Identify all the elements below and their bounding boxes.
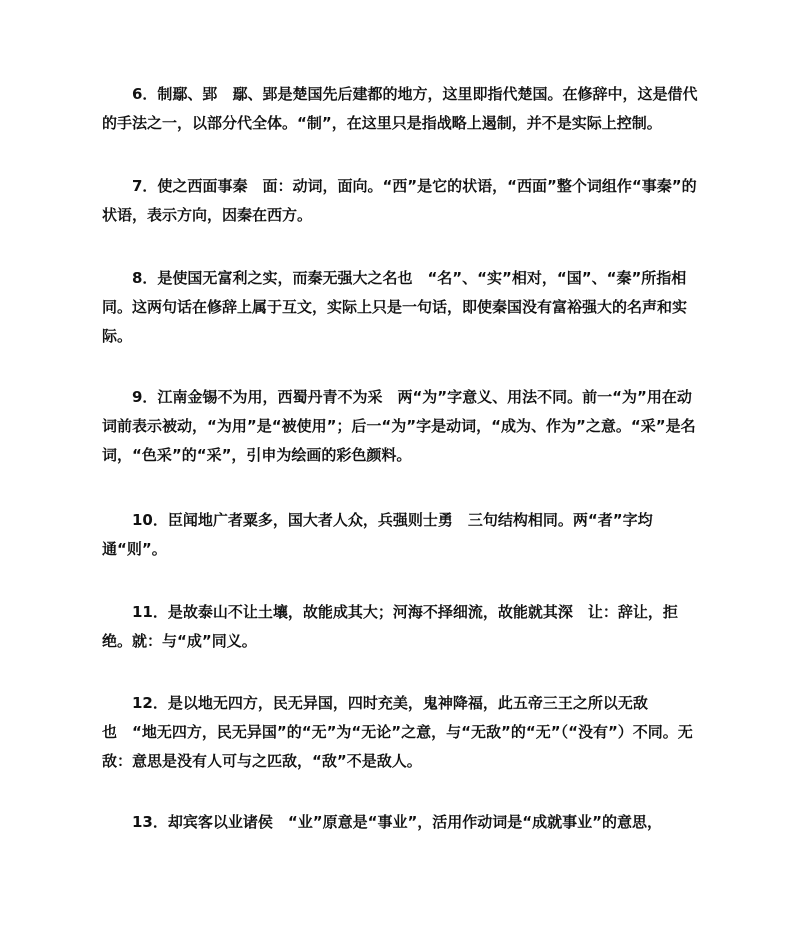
paragraph-6: 6．制鄢、郢 鄢、郢是楚国先后建都的地方，这里即指代楚国。在修辞中，这是借代的手法之一，以部分代全体。“制”，在这里只是指战略上遏制，并不是实际上控制。 [102,85,698,132]
paragraph-11: 11．是故泰山不让土壤，故能成其大；河海不择细流，故能就其深 让：辞让，拒绝。就：与“成”同义。 [102,603,678,650]
paragraph-13: 13．却宾客以业诸侯 “业”原意是“事业”，活用作动词是“成就事业”的意思， [132,813,663,831]
paragraph-9: 9．江南金锡不为用，西蜀丹青不为采 两“为”字意义、用法不同。前一“为”用在动词前表示被动，“为用”是“被使用”；后一“为”字是动词，“成为、作为”之意。“采”是名词，“色采”的“采”，引申为绘画的彩色颜料。 [102,388,696,464]
paragraph-7: 7．使之西面事秦 面：动词，面向。“西”是它的状语，“西面”整个词组作“事秦”的状语，表示方向，因秦在西方。 [102,177,697,224]
paragraph-12: 12．是以地无四方，民无异国，四时充美，鬼神降福，此五帝三王之所以无敌也 “地无四方，民无异国”的“无”为“无论”之意，与“无敌”的“无”（“没有”）不同。无敌：意思是没有人可与之匹敌，“敌”不是敌人。 [102,694,693,770]
paragraph-8: 8．是使国无富利之实，而秦无强大之名也 “名”、“实”相对，“国”、“秦”所指相同。这两句话在修辞上属于互文，实际上只是一句话，即使秦国没有富裕强大的名声和实际。 [102,269,688,345]
paragraph-10: 10．臣闻地广者粟多，国大者人众，兵强则士勇 三句结构相同。两“者”字均通“则”。 [102,511,653,558]
